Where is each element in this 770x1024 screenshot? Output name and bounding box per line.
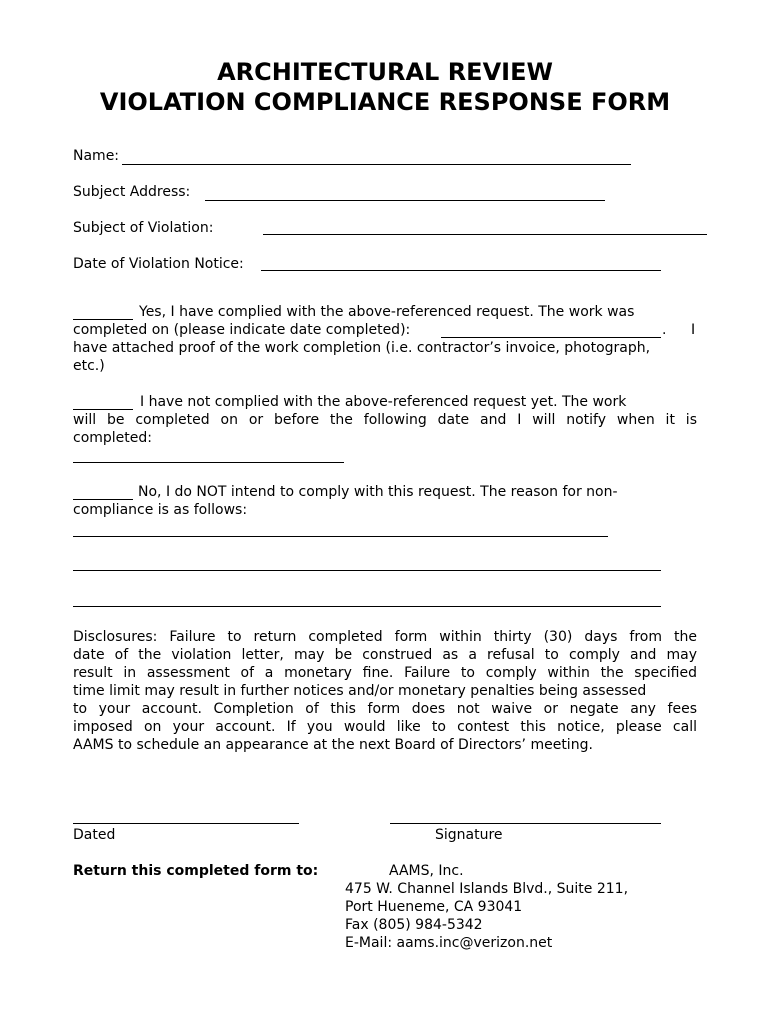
not-yet-text-line3: completed: xyxy=(73,430,152,446)
name-label: Name: xyxy=(73,148,120,164)
dated-field-line[interactable] xyxy=(73,823,299,824)
signature-field-line[interactable] xyxy=(390,823,661,824)
date-notice-label: Date of Violation Notice: xyxy=(73,256,244,272)
subject-violation-label: Subject of Violation: xyxy=(73,220,214,236)
reason-field-line2[interactable] xyxy=(73,570,661,571)
not-yet-text-line1: I have not complied with the above-referenced request yet. The work xyxy=(140,394,627,410)
complied-text-line4: etc.) xyxy=(73,358,105,374)
no-intent-text-line2: compliance is as follows: xyxy=(73,502,248,518)
complied-text-line3: have attached proof of the work completion (i.e. contractor’s invoice, photograph, xyxy=(73,340,651,356)
complied-text-line1: Yes, I have complied with the above-referenced request. The work was xyxy=(139,304,635,320)
subject-address-field-line[interactable] xyxy=(205,200,605,201)
form-title-line1: ARCHITECTURAL REVIEW xyxy=(217,58,553,86)
complied-text-line2: completed on (please indicate date completed): xyxy=(73,322,411,338)
return-company: AAMS, Inc. xyxy=(389,863,464,879)
disclosures-line4: time limit may result in further notices and/or monetary penalties being assessed xyxy=(73,683,647,699)
complied-period: . xyxy=(662,322,667,338)
disclosures-line6: imposed on your account. If you would like to contest this notice, please call xyxy=(73,719,697,735)
disclosures-line7: AAMS to schedule an appearance at the next Board of Directors’ meeting. xyxy=(73,737,593,753)
disclosures-line5: to your account. Completion of this form does not waive or negate any fees xyxy=(73,701,697,717)
completion-date-field-line[interactable] xyxy=(441,337,661,338)
no-intent-checkbox-line[interactable] xyxy=(73,499,133,500)
return-fax: Fax (805) 984-5342 xyxy=(345,917,483,933)
date-notice-field-line[interactable] xyxy=(261,270,661,271)
dated-label: Dated xyxy=(73,827,116,843)
not-yet-date-field-line[interactable] xyxy=(73,462,344,463)
return-email: E-Mail: aams.inc@verizon.net xyxy=(345,935,553,951)
reason-field-line3[interactable] xyxy=(73,606,661,607)
disclosures-line3: result in assessment of a monetary fine. Failure to comply within the specified xyxy=(73,665,697,681)
not-yet-text-line2: will be completed on or before the following date and I will notify when it is xyxy=(73,412,697,428)
complied-text-line2-end: I xyxy=(691,322,696,338)
form-title-line2: VIOLATION COMPLIANCE RESPONSE FORM xyxy=(99,88,671,116)
return-address1: 475 W. Channel Islands Blvd., Suite 211, xyxy=(345,881,629,897)
disclosures-line1: Disclosures: Failure to return completed form within thirty (30) days from the xyxy=(73,629,697,645)
not-yet-checkbox-line[interactable] xyxy=(73,409,133,410)
name-field-line[interactable] xyxy=(122,164,631,165)
signature-label: Signature xyxy=(435,827,503,843)
return-address2: Port Hueneme, CA 93041 xyxy=(345,899,523,915)
subject-address-label: Subject Address: xyxy=(73,184,191,200)
complied-checkbox-line[interactable] xyxy=(73,319,133,320)
reason-field-line1[interactable] xyxy=(73,536,608,537)
no-intent-text-line1: No, I do NOT intend to comply with this request. The reason for non- xyxy=(138,484,618,500)
disclosures-line2: date of the violation letter, may be construed as a refusal to comply and may xyxy=(73,647,697,663)
return-label: Return this completed form to: xyxy=(73,863,319,879)
subject-violation-field-line[interactable] xyxy=(263,234,707,235)
